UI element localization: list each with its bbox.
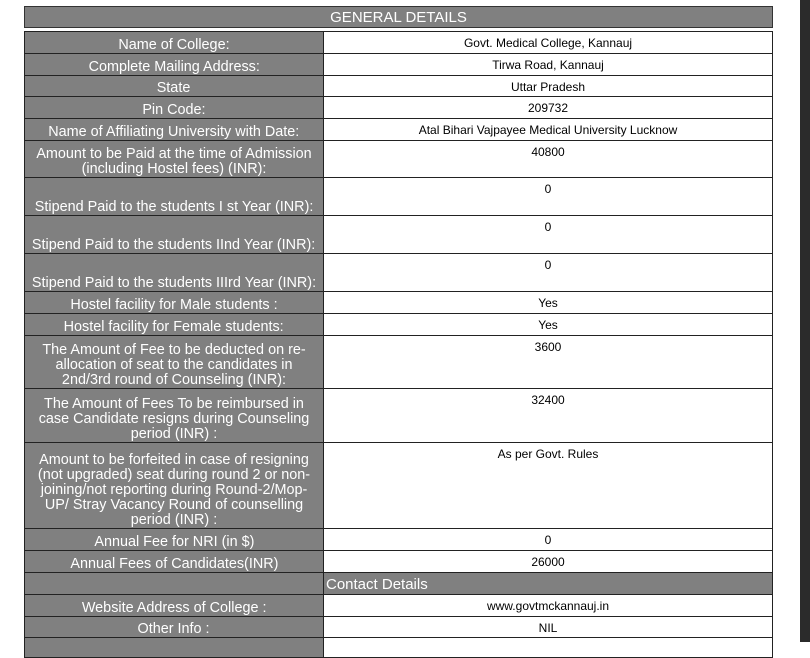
row-label-text: Stipend Paid to the students IInd Year (INR): — [32, 236, 316, 253]
table-row — [24, 216, 773, 254]
row-label-text: Name of College: — [118, 36, 230, 53]
viewer-edge — [800, 0, 810, 642]
row-label — [24, 178, 324, 215]
table-row — [24, 254, 773, 292]
row-label — [24, 551, 324, 572]
row-value: www.govtmckannauj.in — [324, 595, 773, 616]
row-value: 40800 — [324, 141, 773, 177]
row-label-text: Stipend Paid to the students I st Year (INR): — [34, 198, 314, 215]
row-label-text: Amount to be forfeited in case of resigning (not upgraded) seat during round 2 or non-joining/not reporting during Round-2/Mop-UP/ Stray Vacancy Round of counselling period (INR) : — [37, 451, 311, 528]
row-label — [24, 76, 324, 96]
table-row — [24, 119, 773, 141]
table-row — [24, 97, 773, 119]
table-row — [24, 551, 773, 573]
row-label-text: Annual Fees of Candidates(INR) — [69, 555, 279, 572]
row-value: Contact Details — [324, 573, 773, 594]
row-label — [24, 617, 324, 637]
row-label — [24, 573, 324, 594]
row-label-text: Stipend Paid to the students IIIrd Year (INR): — [31, 274, 317, 291]
row-value: Govt. Medical College, Kannauj — [324, 32, 773, 53]
row-label — [24, 638, 324, 657]
table-row — [24, 141, 773, 178]
table-row — [24, 76, 773, 97]
row-label-text: State — [157, 79, 191, 96]
row-label — [24, 314, 324, 335]
row-label-text: Amount to be Paid at the time of Admission (including Hostel fees) (INR): — [36, 145, 312, 177]
row-value: 32400 — [324, 389, 773, 442]
row-label — [24, 216, 324, 253]
row-value: 0 — [324, 529, 773, 550]
row-label — [24, 389, 324, 442]
row-label — [24, 336, 324, 388]
row-label-text: Name of Affiliating University with Date: — [48, 123, 300, 140]
table-row — [24, 336, 773, 389]
row-label — [24, 119, 324, 140]
table-row — [24, 638, 773, 658]
general-details-header: GENERAL DETAILS — [24, 6, 773, 28]
row-label-text: Hostel facility for Male students : — [70, 296, 278, 313]
row-value: 0 — [324, 216, 773, 253]
row-value: Yes — [324, 292, 773, 313]
table-row — [24, 595, 773, 617]
row-value: 209732 — [324, 97, 773, 118]
table-row — [24, 54, 773, 76]
row-label — [24, 32, 324, 53]
row-value: 3600 — [324, 336, 773, 388]
row-label — [24, 443, 324, 528]
row-label — [24, 54, 324, 75]
table-row — [24, 32, 773, 54]
table-row — [24, 178, 773, 216]
row-label — [24, 595, 324, 616]
row-label — [24, 141, 324, 177]
row-value: 0 — [324, 178, 773, 215]
row-label-text: The Amount of Fees To be reimbursed in case Candidate resigns during Counseling period (INR) : — [38, 395, 310, 442]
table-row — [24, 314, 773, 336]
row-value — [324, 638, 773, 657]
table-row — [24, 617, 773, 638]
row-label — [24, 292, 324, 313]
table-row — [24, 529, 773, 551]
row-label — [24, 254, 324, 291]
table-row — [24, 292, 773, 314]
table-row — [24, 389, 773, 443]
table-row — [24, 443, 773, 529]
row-label-text: Pin Code: — [142, 101, 206, 118]
row-label-text: Other Info : — [137, 620, 211, 637]
row-value: 26000 — [324, 551, 773, 572]
row-value: 0 — [324, 254, 773, 291]
general-details-table — [24, 31, 773, 658]
row-value: NIL — [324, 617, 773, 637]
row-value: Atal Bihari Vajpayee Medical University Lucknow — [324, 119, 773, 140]
row-label-text: Annual Fee for NRI (in $) — [93, 533, 255, 550]
row-value: Uttar Pradesh — [324, 76, 773, 96]
row-value: As per Govt. Rules — [324, 443, 773, 528]
row-label-text: Hostel facility for Female students: — [63, 318, 285, 335]
row-label — [24, 97, 324, 118]
row-label-text: Complete Mailing Address: — [88, 58, 260, 75]
row-value: Yes — [324, 314, 773, 335]
row-label-text: The Amount of Fee to be deducted on re-allocation of seat to the candidates in 2nd/3rd round of Counseling (INR): — [42, 341, 306, 388]
row-label-text: Website Address of College : — [81, 599, 267, 616]
section-row — [24, 573, 773, 595]
row-value: Tirwa Road, Kannauj — [324, 54, 773, 75]
row-label — [24, 529, 324, 550]
